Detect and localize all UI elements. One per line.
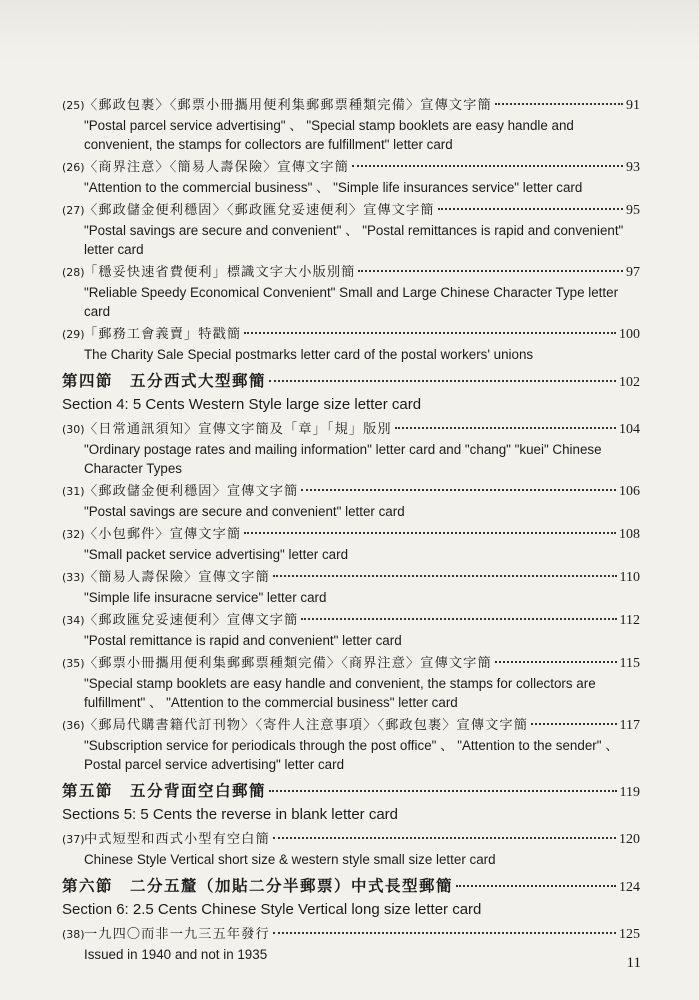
entry-title-zh: 〈小包郵件〉宣傳文字簡: [84, 527, 242, 542]
entry-heading: [62, 715, 640, 736]
entry-number: (27): [62, 204, 85, 217]
section-title-zh: 第六節 二分五釐（加貼二分半郵票）中式長型郵簡: [62, 877, 454, 895]
entry-number: (34): [62, 614, 85, 627]
entry-title-zh: 〈郵政儲金便利穩固〉宣傳文字簡: [84, 484, 299, 499]
entry-title-zh: 〈郵票小冊攜用便利集郵郵票種類完備〉〈商界注意〉宣傳文字簡: [84, 656, 492, 671]
entry-heading: [62, 262, 640, 283]
entry-page-number: 95: [626, 203, 640, 218]
entry-page-number: 104: [619, 422, 640, 437]
entry-title-en: "Postal savings are secure and convenient" letter card: [84, 504, 405, 519]
entry-heading: [62, 829, 640, 850]
page-number: 11: [626, 955, 641, 971]
entry-page-number: 117: [619, 718, 640, 733]
entry-page-number: 106: [619, 484, 640, 499]
section-block: [62, 779, 640, 825]
dot-leader: [273, 575, 617, 577]
toc-entry: [62, 610, 640, 650]
entry-number: (30): [62, 423, 85, 436]
entry-title-en: "Postal parcel service advertising" 、 "Special stamp booklets are easy handle and convenient, the stamps for collectors are fulfillment" letter card: [84, 118, 574, 152]
page-fold-shadow: [0, 0, 699, 62]
toc-entry: [62, 524, 640, 564]
entry-heading: [62, 524, 640, 545]
entry-title-zh: 〈郵局代購書籍代訂刊物〉〈寄件人注意事項〉〈郵政包裹〉宣傳文字簡: [84, 718, 528, 733]
dot-leader: [244, 332, 616, 334]
entry-title-en: "Postal remittance is rapid and convenient" letter card: [84, 633, 402, 648]
entry-number: (29): [62, 328, 85, 341]
entry-heading: [62, 610, 640, 631]
toc-entry: [62, 324, 640, 364]
dot-leader: [244, 532, 616, 534]
table-of-contents: [62, 95, 640, 967]
entry-title-en: "Small packet service advertising" letter card: [84, 547, 349, 562]
entry-title-en: "Reliable Speedy Economical Convenient" Small and Large Chinese Character Type letter card: [84, 285, 619, 319]
entry-title-zh: 〈商界注意〉〈簡易人壽保險〉宣傳文字簡: [84, 160, 349, 175]
entry-page-number: 108: [619, 527, 640, 542]
dot-leader: [358, 270, 623, 272]
entry-page-number: 120: [619, 832, 640, 847]
section-block: [62, 874, 640, 920]
toc-entry: [62, 653, 640, 712]
entry-page-number: 125: [619, 927, 640, 942]
entry-title-zh: 「穩妥快速省費便利」標識文字大小版別簡: [84, 265, 356, 280]
section-title-zh: 第五節 五分背面空白郵簡: [62, 782, 267, 800]
entry-heading: [62, 481, 640, 502]
entry-heading: [62, 157, 640, 178]
entry-title-en: "Postal savings are secure and convenient" 、 "Postal remittances is rapid and convenient" letter card: [84, 223, 624, 257]
entry-heading: [62, 95, 640, 116]
toc-entry: [62, 157, 640, 197]
toc-entry: [62, 829, 640, 869]
entry-number: (33): [62, 571, 85, 584]
entry-page-number: 91: [626, 98, 640, 113]
entry-title-en: "Attention to the commercial business" 、 "Simple life insurances service" letter card: [84, 180, 583, 195]
section-title-en: Sections 5: 5 Cents the reverse in blank letter card: [62, 806, 399, 823]
entry-title-en: "Simple life insuracne service" letter card: [84, 590, 327, 605]
section-page-number: 102: [619, 375, 640, 390]
entry-title-zh: 〈郵政包裹〉〈郵票小冊攜用便利集郵郵票種類完備〉宣傳文字簡: [84, 98, 492, 113]
entry-title-zh: 一九四〇而非一九三五年發行: [84, 927, 270, 942]
entry-page-number: 110: [619, 570, 640, 585]
section-page-number: 119: [619, 785, 640, 800]
entry-title-en: "Subscription service for periodicals through the post office" 、 "Attention to the sender" 、 Postal parcel service advertising" letter card: [84, 738, 619, 772]
dot-leader: [352, 165, 623, 167]
dot-leader: [438, 208, 623, 210]
section-heading: [62, 369, 640, 395]
entry-page-number: 112: [619, 613, 640, 628]
toc-entry: [62, 200, 640, 259]
entry-page-number: 97: [626, 265, 640, 280]
toc-entry: [62, 715, 640, 774]
dot-leader: [395, 427, 616, 429]
entry-page-number: 93: [626, 160, 640, 175]
entry-page-number: 100: [619, 327, 640, 342]
entry-heading: [62, 324, 640, 345]
section-title-en: Section 4: 5 Cents Western Style large size letter card: [62, 396, 422, 413]
section-title-zh: 第四節 五分西式大型郵簡: [62, 372, 267, 390]
dot-leader: [495, 661, 617, 663]
section-title-en: Section 6: 2.5 Cents Chinese Style Vertical long size letter card: [62, 901, 482, 918]
entry-number: (25): [62, 99, 85, 112]
entry-title-en: The Charity Sale Special postmarks letter card of the postal workers' unions: [84, 347, 534, 362]
entry-title-en: Issued in 1940 and not in 1935: [84, 947, 268, 962]
toc-entry: [62, 481, 640, 521]
dot-leader: [495, 103, 623, 105]
entry-title-en: "Special stamp booklets are easy handle and convenient, the stamps for collectors are fulfillment" 、 "Attention to the commercial business" letter card: [84, 676, 596, 710]
entry-heading: [62, 419, 640, 440]
entry-number: (37): [62, 833, 85, 846]
entry-number: (38): [62, 928, 85, 941]
entry-number: (35): [62, 657, 85, 670]
entry-page-number: 115: [619, 656, 640, 671]
toc-entry: [62, 95, 640, 154]
entry-title-zh: 「郵務工會義賣」特戳簡: [84, 327, 242, 342]
toc-entry: [62, 567, 640, 607]
entry-number: (26): [62, 161, 85, 174]
dot-leader: [269, 380, 616, 382]
entry-heading: [62, 653, 640, 674]
section-heading: [62, 874, 640, 900]
entry-title-en: Chinese Style Vertical short size & western style small size letter card: [84, 852, 496, 867]
section-block: [62, 369, 640, 415]
dot-leader: [301, 618, 616, 620]
entry-heading: [62, 200, 640, 221]
entry-heading: [62, 567, 640, 588]
entry-heading: [62, 924, 640, 945]
entry-number: (32): [62, 528, 85, 541]
entry-number: (28): [62, 266, 85, 279]
dot-leader: [273, 932, 616, 934]
entry-number: (31): [62, 485, 85, 498]
dot-leader: [269, 790, 617, 792]
toc-entry: [62, 419, 640, 478]
entry-title-zh: 〈郵政匯兌妥速便利〉宣傳文字簡: [84, 613, 299, 628]
entry-title-zh: 中式短型和西式小型有空白簡: [84, 832, 270, 847]
dot-leader: [301, 489, 616, 491]
section-page-number: 124: [619, 880, 640, 895]
section-heading: [62, 779, 640, 805]
dot-leader: [531, 723, 617, 725]
dot-leader: [456, 885, 616, 887]
dot-leader: [273, 837, 616, 839]
entry-title-zh: 〈郵政儲金便利穩固〉〈郵政匯兌妥速便利〉宣傳文字簡: [84, 203, 435, 218]
entry-title-zh: 〈簡易人壽保險〉宣傳文字簡: [84, 570, 270, 585]
toc-entry: [62, 262, 640, 321]
entry-title-en: "Ordinary postage rates and mailing information" letter card and "chang" "kuei" Chinese Character Types: [84, 442, 602, 476]
entry-title-zh: 〈日常通訊須知〉宣傳文字簡及「章」「規」版別: [84, 422, 392, 437]
entry-number: (36): [62, 719, 85, 732]
toc-entry: [62, 924, 640, 964]
